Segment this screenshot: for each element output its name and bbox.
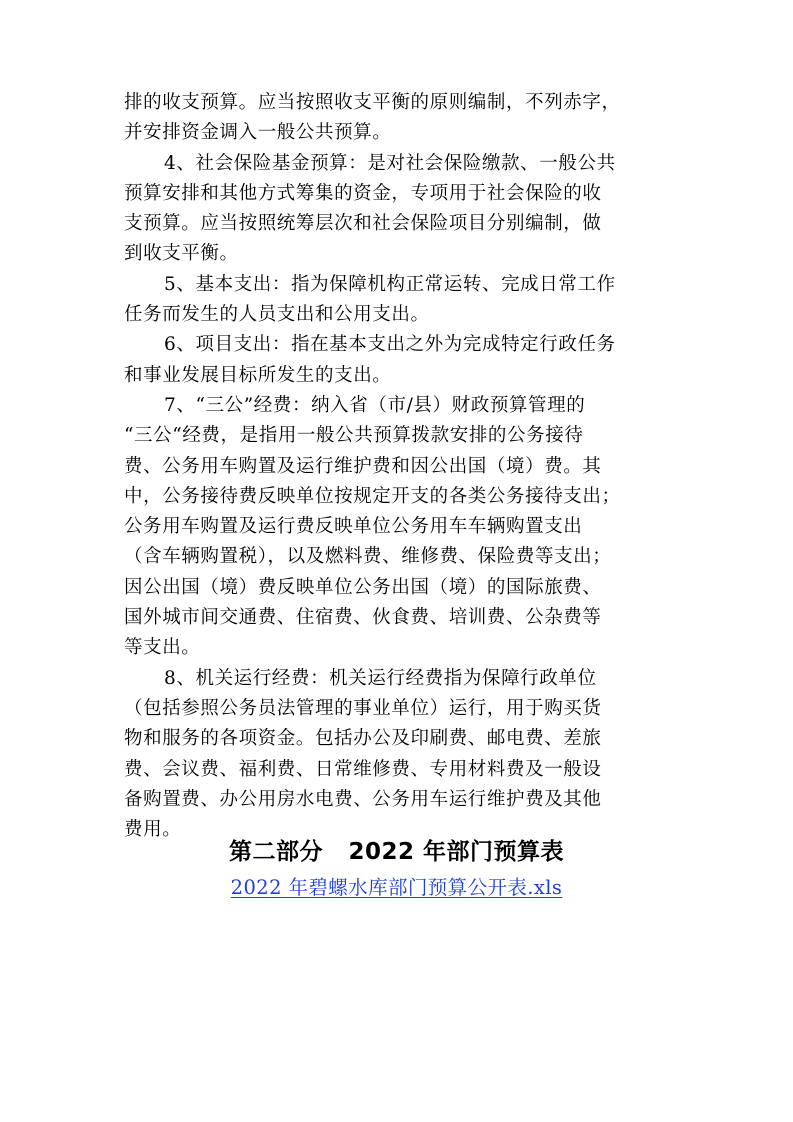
text-line: 任务而发生的人员支出和公用支出。	[124, 304, 430, 326]
text-line: 支预算。应当按照统筹层次和社会保险项目分别编制，做	[124, 213, 602, 235]
body-text	[124, 88, 673, 845]
paragraph-operating-expenses: 8、机关运行经费：机关运行经费指为保障行政单位	[164, 667, 597, 689]
paragraph-three-public-expenses: 7、“三公”经费：纳入省（市/县）财政预算管理的	[164, 394, 586, 416]
text-line: 等支出。	[124, 637, 201, 659]
text-line: 费用。	[124, 819, 182, 841]
text-line: 公务用车购置及运行费反映单位公务用车车辆购置支出	[124, 516, 583, 538]
text-line: 备购置费、办公用房水电费、公务用车运行维护费及其他	[124, 788, 602, 810]
file-link-container	[0, 873, 793, 903]
text-line: 费、公务用车购置及运行维护费和因公出国（境）费。其	[124, 455, 602, 477]
text-line: 预算安排和其他方式筹集的资金，专项用于社会保险的收	[124, 182, 602, 204]
paragraph-project-expenditure: 6、项目支出：指在基本支出之外为完成特定行政任务	[164, 334, 616, 356]
text-line: 物和服务的各项资金。包括办公及印刷费、邮电费、差旅	[124, 728, 602, 750]
text-line: 国外城市间交通费、住宿费、伙食费、培训费、公杂费等	[124, 607, 602, 629]
text-line: 到收支平衡。	[124, 243, 239, 265]
text-line: （包括参照公务员法管理的事业单位）运行，用于购买货	[124, 697, 602, 719]
text-line: 排的收支预算。应当按照收支平衡的原则编制，不列赤字，	[124, 92, 621, 113]
paragraph-social-insurance-budget: 4、社会保险基金预算：是对社会保险缴款、一般公共	[164, 152, 616, 174]
text-line: 费、会议费、福利费、日常维修费、专用材料费及一般设	[124, 758, 602, 780]
paragraph-basic-expenditure: 5、基本支出：指为保障机构正常运转、完成日常工作	[164, 273, 616, 295]
text-line: 并安排资金调入一般公共预算。	[124, 122, 392, 144]
text-line: 和事业发展目标所发生的支出。	[124, 364, 392, 386]
text-line: 因公出国（境）费反映单位公务出国（境）的国际旅费、	[124, 576, 602, 598]
section-heading: 第二部分 2022 年部门预算表	[228, 839, 565, 865]
text-line: 中，公务接待费反映单位按规定开支的各类公务接待支出；	[124, 485, 621, 507]
text-line: （含车辆购置税），以及燃料费、维修费、保险费等支出；	[124, 546, 612, 568]
text-line: “三公“经费，是指用一般公共预算拨款安排的公务接待	[124, 425, 584, 447]
budget-file-link[interactable]: 2022 年碧螺水库部门预算公开表.xls	[230, 876, 563, 899]
